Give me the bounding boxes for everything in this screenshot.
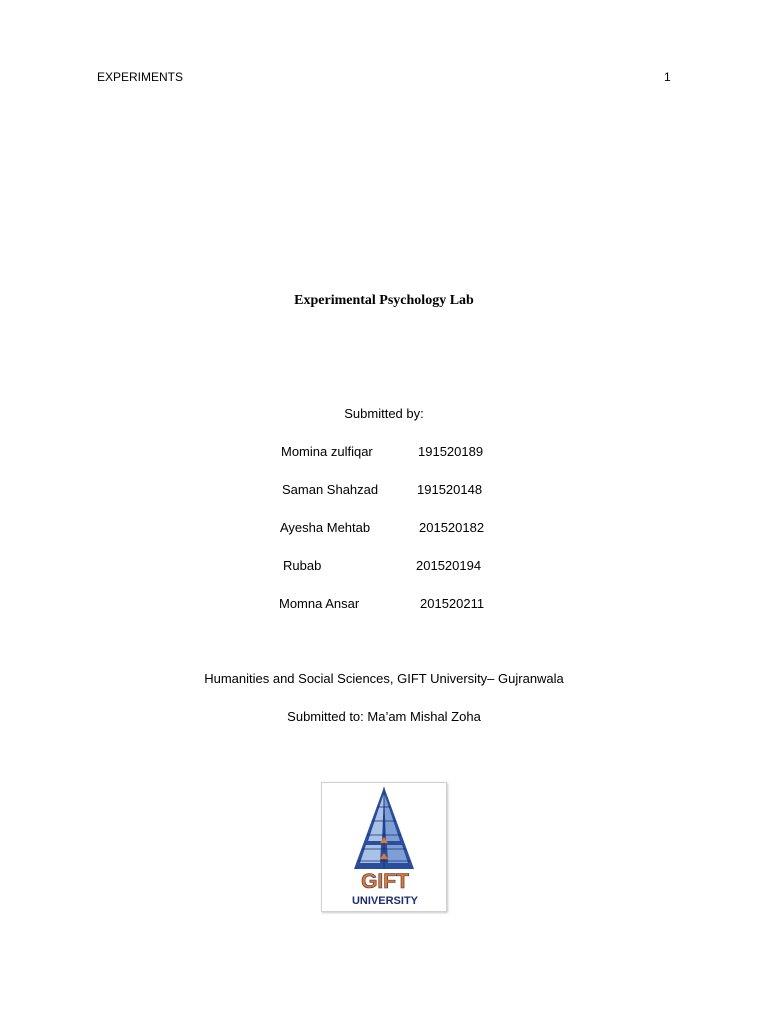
running-head: EXPERIMENTS [97,70,184,84]
member-id: 201520194 [416,558,482,573]
member-name: Rubab [283,558,322,573]
tower-icon [322,783,446,911]
logo-subtitle: UNIVERSITY [351,895,419,907]
submitted-by-label: Submitted by: [344,406,424,421]
member-name: Momna Ansar [279,596,360,611]
gift-university-logo [321,782,447,912]
member-name: Saman Shahzad [282,482,379,497]
page-number: 1 [664,70,671,84]
member-name: Momina zulfiqar [281,444,373,459]
member-name: Ayesha Mehtab [280,520,371,535]
member-id: 201520182 [419,520,485,535]
document-title: Experimental Psychology Lab [294,293,474,308]
affiliation-line: Humanities and Social Sciences, GIFT University– Gujranwala [204,671,564,686]
member-id: 191520189 [418,444,484,459]
member-id: 201520211 [420,596,485,611]
member-id: 191520148 [417,482,483,497]
logo-wordmark: GIFT [361,870,409,893]
submitted-to-line: Submitted to: Ma’am Mishal Zoha [287,709,481,724]
